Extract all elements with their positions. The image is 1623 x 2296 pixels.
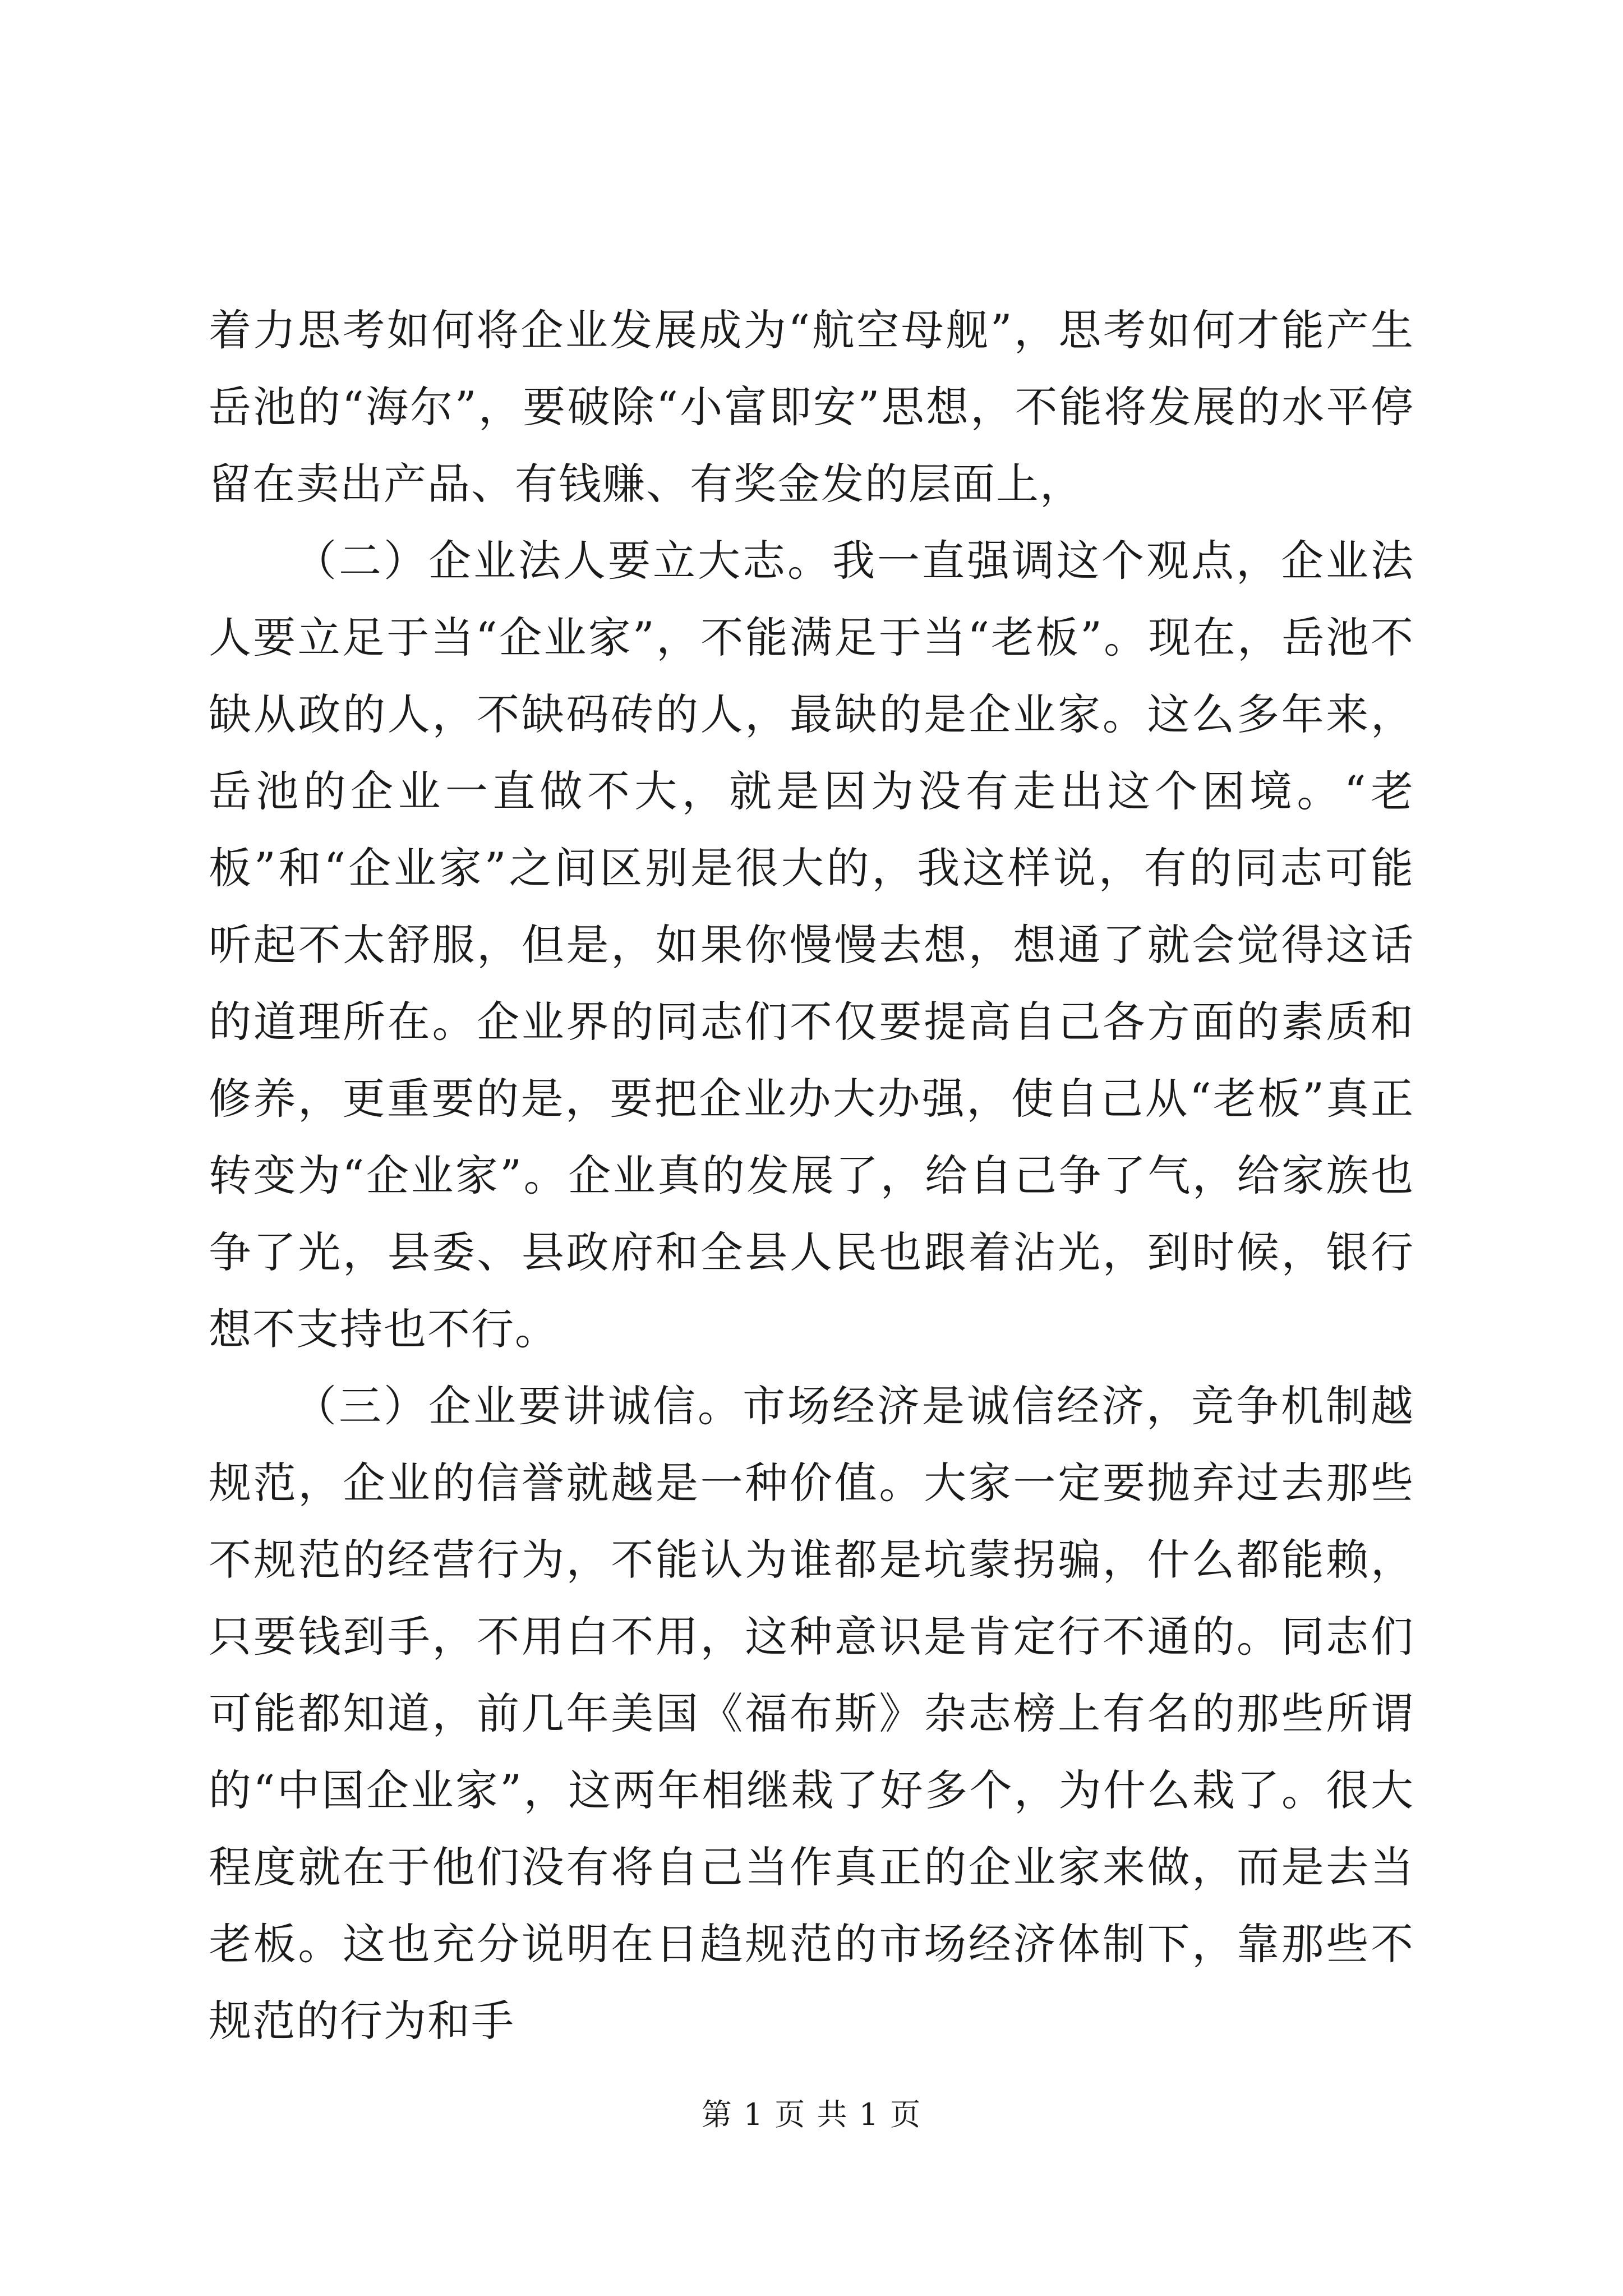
paragraph-2: （二）企业法人要立大志。我一直强调这个观点，企业法人要立足于当“企业家”，不能满足于当“老板”。现在，岳池不缺从政的人，不缺码砖的人，最缺的是企业家。这么多年来，岳池的企业一直做不大，就是因为没有走出这个困境。“老板”和“企业家”之间区别是很大的，我这样说，有的同志可能听起不太舒服，但是，如果你慢慢去想，想通了就会觉得这话的道理所在。企业界的同志们不仅要提高自己各方面的素质和修养，更重要的是，要把企业办大办强，使自己从“老板”真正转变为“企业家”。企业真的发展了，给自己争了气，给家族也争了光，县委、县政府和全县人民也跟着沾光，到时候，银行想不支持也不行。 (209, 536, 1414, 1354)
document-body (209, 292, 1414, 2059)
paragraph-1: 着力思考如何将企业发展成为“航空母舰”，思考如何才能产生岳池的“海尔”，要破除“小富即安”思想，不能将发展的水平停留在卖出产品、有钱赚、有奖金发的层面上， (209, 305, 1414, 509)
page-footer: 第 1 页 共 1 页 (701, 2097, 922, 2132)
paragraph-3: （三）企业要讲诚信。市场经济是诚信经济，竞争机制越规范，企业的信誉就越是一种价值。大家一定要抛弃过去那些不规范的经营行为，不能认为谁都是坑蒙拐骗，什么都能赖，只要钱到手，不用白不用，这种意识是肯定行不通的。同志们可能都知道，前几年美国《福布斯》杂志榜上有名的那些所谓的“中国企业家”，这两年相继栽了好多个，为什么栽了。很大程度就在于他们没有将自己当作真正的企业家来做，而是去当老板。这也充分说明在日趋规范的市场经济体制下，靠那些不规范的行为和手 (209, 1381, 1414, 2046)
